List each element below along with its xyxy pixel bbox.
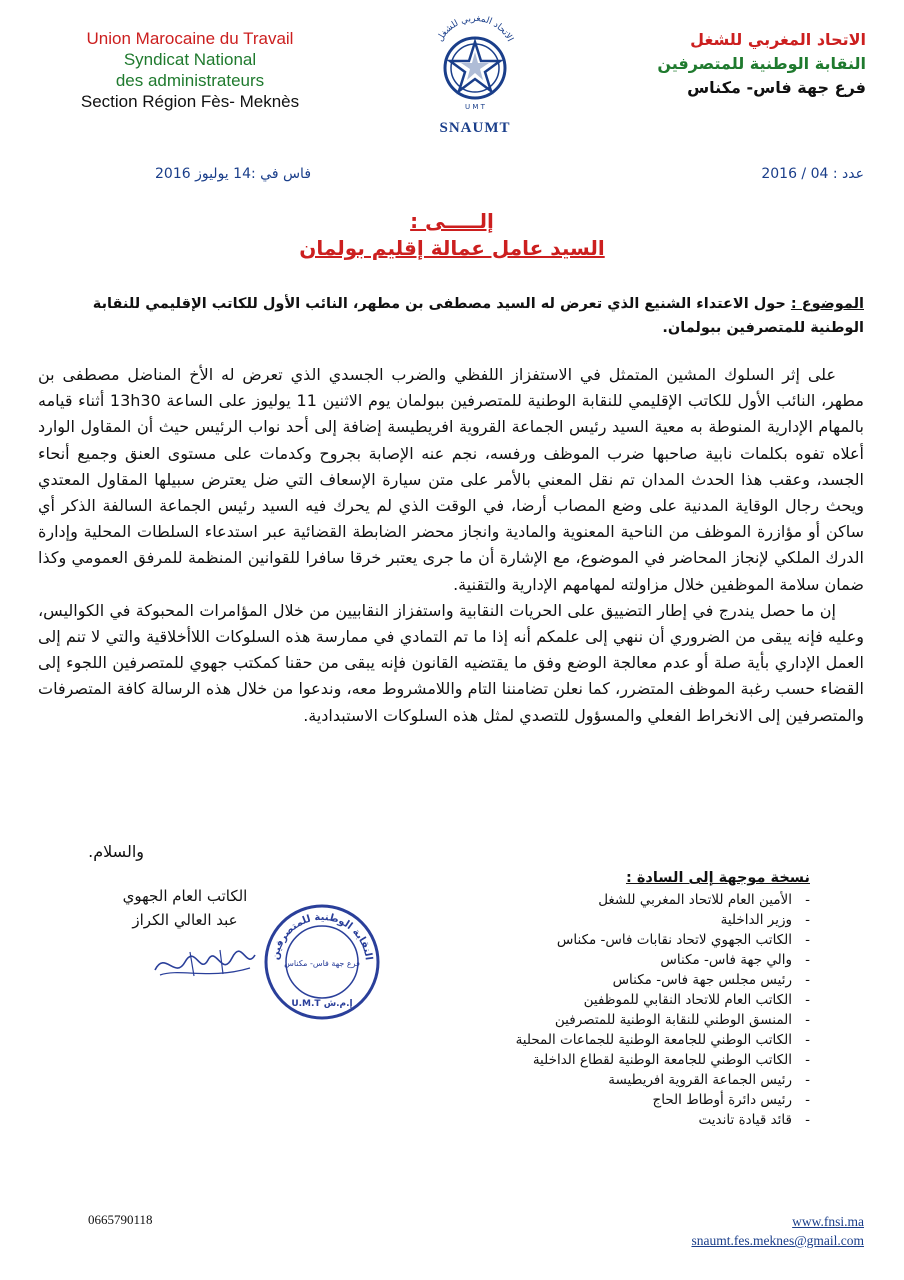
list-item: - رئيس دائرة أوطاط الحاج [300, 1090, 810, 1110]
stamp-center-text: فرع جهة فاس- مكناس [284, 959, 360, 968]
header-french [40, 28, 340, 112]
footer-phone: 0665790118 [88, 1212, 153, 1227]
header-fr-line2: Syndicat National [123, 50, 257, 69]
list-item: - الكاتب العام للاتحاد النقابي للموظفين [300, 990, 810, 1010]
body-paragraph-2: إن ما حصل يندرج في إطار التضييق على الحريات النقابية واستفزاز النقابيين من خلال المؤامرات المحبوكة في الكواليس، وعليه فإنه يبقى من الضروري أن ننهي إلى علمكم أنه إذا ما تم التمادي في ممارسة هذه السلوكات اللاأخلاقية والتي لا تنم إلى العمل الإداري بأية صلة أو عدم معالجة الوضع وفق ما يقتضيه القانون فإنه يبقى من حقنا كمكتب جهوي للمتصرفين اللجوء إلى القضاء حسب رغبة الموظف المتضرر، كما نعلن تضامننا التام واللامشروط معه، وندعوا من خلال هذه الرسالة كافة المتصرفات والمتصرفين إلى الانخراط الفعلي والمسؤول للتصدي لمثل هذه السلوكات الاستبدادية. [38, 600, 864, 725]
header-ar-line2: النقابة الوطنية للمتصرفين [657, 54, 866, 73]
official-stamp-icon [262, 902, 382, 1022]
header-arabic [626, 28, 866, 100]
header-fr-line3: des administrateurs [115, 71, 265, 90]
list-item: - رئيس الجماعة القروية افريطيسة [300, 1070, 810, 1090]
letter-body [38, 362, 864, 729]
body-paragraph-1: على إثر السلوك المشين المتمثل في الاستفزاز اللفظي والضرب الجسدي الذي تعرض له الأخ المناضل مصطفى بن مطهر، النائب الأول للكاتب الإقليمي للنقابة الوطنية للمتصرفين ببولمان يوم الاثنين 11 يوليوز على الساعة 13h30 أثناء قيامه بالمهام الإدارية المنوطة به معية السيد رئيس الجماعة القروية افريطيسة إضافة إلى أحد نواب الرئيس حيث أن المقاول الوارد أعلاه تفوه بكلمات نابية صاحبها ضرب الموظف ورفسه، نجم عنه الإصابة بجروح وكدمات على مستوى العنق وجميع أنحاء الجسد، وعقب هذا الحدث المدان تم نقل المعني بالأمر على متن سيارة الإسعاف التي ضل يعترض سبيلها المقاول المعتدي ويحث رجال الوقاية المدنية على وضع المصاب أرضا، في الوقت الذي لم يحرك فيه السيد رئيس الجماعة السالفة الذكر أي ساكن أو مؤازرة الموظف من الناحية المعنوية والمادية وانجاز محضر الضابطة القضائية عبر استدعاء السلطات المحلية وإدارة الدرك الملكي لإنجاز المحاضر في الموضوع، مع الإشارة أن ما جرى يعتبر خرقا سافرا للقوانين المنظمة للمرفق العمومي وكذا ضمان سلامة الموظفين خلال مزاولته لمهامهم الإدارية والتقنية. [38, 365, 865, 594]
copies-title: نسخة موجهة إلى السادة : [625, 870, 810, 886]
list-item: - الكاتب الوطني للجامعة الوطنية لقطاع الداخلية [300, 1050, 810, 1070]
logo-caption: SNAUMT [439, 120, 511, 136]
list-item: - الكاتب الجهوي لاتحاد نقابات فاس- مكناس [300, 930, 810, 950]
list-item: - وزير الداخلية [300, 910, 810, 930]
list-item: - الأمين العام للاتحاد المغربي للشغل [300, 890, 810, 910]
header-ar-line3: فرع جهة فاس- مكناس [687, 78, 866, 97]
footer-contacts [691, 1212, 864, 1250]
recipient [200, 208, 704, 262]
subject-label: الموضوع : [790, 296, 864, 312]
signature-block [110, 884, 260, 932]
logo-ring-text: U M T [465, 103, 485, 111]
union-logo [420, 6, 530, 138]
letter-date: فاس في :14 يوليوز 2016 [155, 166, 312, 182]
stamp-bottom-text: U.M.T إ.م.ش [291, 999, 353, 1009]
list-item: - قائد قيادة تانديت [300, 1110, 810, 1130]
email-link[interactable]: snaumt.fes.meknes@gmail.com [691, 1233, 864, 1248]
header-ar-line1: الاتحاد المغربي للشغل [690, 30, 866, 49]
recipient-label: إلـــــى : [410, 209, 494, 233]
header-fr-line1: Union Marocaine du Travail [86, 29, 294, 48]
signature-name: عبد العالي الكراز [132, 911, 238, 929]
header-fr-line4: Section Région Fès- Meknès [80, 92, 300, 111]
letter-reference: عدد : 04 / 2016 [761, 166, 864, 182]
star-emblem-icon [420, 6, 530, 116]
subject [40, 292, 864, 340]
closing-greeting: والسلام. [88, 842, 144, 861]
signature-title: الكاتب العام الجهوي [122, 887, 248, 905]
logo-arc-text: الاتحاد المغربي للشغل [435, 13, 515, 44]
list-item: - الكاتب الوطني للجامعة الوطنية للجماعات المحلية [300, 1030, 810, 1050]
subject-text: حول الاعتداء الشنيع الذي تعرض له السيد مصطفى بن مطهر، النائب الأول للكاتب الإقليمي للنقابة الوطنية للمتصرفين ببولمان. [92, 296, 864, 336]
list-item: - والي جهة فاس- مكناس [300, 950, 810, 970]
list-item: - رئيس مجلس جهة فاس- مكناس [300, 970, 810, 990]
stamp-arc-text: النقابة الوطنية للمتصرفين [270, 911, 374, 961]
recipient-name: السيد عامل عمالة إقليم بولمان [299, 236, 605, 260]
list-item: - المنسق الوطني للنقابة الوطنية للمتصرفين [300, 1010, 810, 1030]
website-link[interactable]: www.fnsi.ma [792, 1214, 864, 1229]
handwritten-signature-icon [150, 940, 260, 990]
